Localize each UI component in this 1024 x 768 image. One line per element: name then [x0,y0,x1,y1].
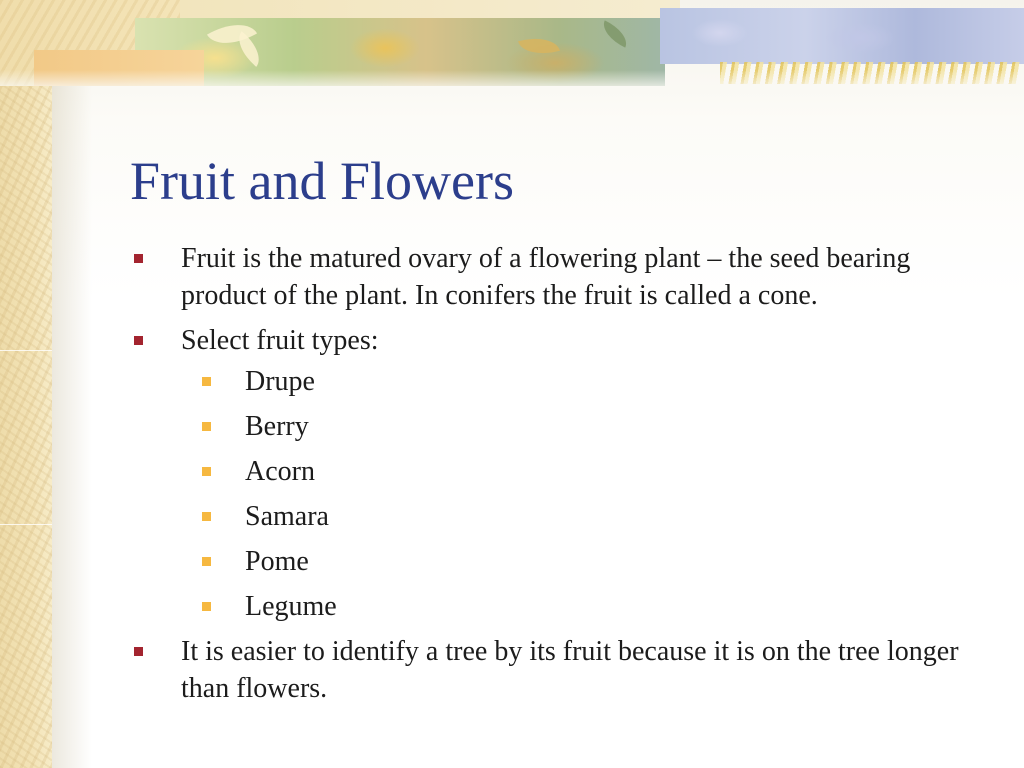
sub-bullet-item [196,453,990,490]
bullet-item-fruit-definition [130,240,990,314]
sub-bullet-text: Acorn [245,456,315,487]
banner-blue-flowers-image [660,8,1024,64]
slide-body [130,240,990,715]
small-square-bullet-icon [202,467,211,476]
sub-bullet-item [196,363,990,400]
slide-title: Fruit and Flowers [130,151,514,211]
sub-bullet-text: Berry [245,411,309,442]
bullet-text: It is easier to identify a tree by its fruit because it is on the tree longer than flowers. [181,636,959,704]
bullet-text: Select fruit types: [181,325,379,356]
strip-divider [0,350,52,351]
bullet-list [130,240,990,707]
sub-bullet-text: Pome [245,546,309,577]
square-bullet-icon [134,254,143,263]
sub-bullet-item [196,408,990,445]
sub-bullet-text: Drupe [245,366,315,397]
strip-divider [0,524,52,525]
parchment-strip [0,0,52,768]
sub-bullet-item [196,498,990,535]
fruit-types-list [196,363,990,625]
strip-shadow [52,0,92,768]
small-square-bullet-icon [202,377,211,386]
sub-bullet-item [196,588,990,625]
sub-bullet-text: Legume [245,591,337,622]
small-square-bullet-icon [202,512,211,521]
square-bullet-icon [134,336,143,345]
small-square-bullet-icon [202,602,211,611]
decorative-banner [0,0,1024,86]
bullet-item-fruit-types [130,322,990,625]
banner-top-fill [180,0,680,18]
banner-fade [0,70,1024,86]
sub-bullet-item [196,543,990,580]
square-bullet-icon [134,647,143,656]
small-square-bullet-icon [202,422,211,431]
bullet-item-identification [130,633,990,707]
sub-bullet-text: Samara [245,501,329,532]
small-square-bullet-icon [202,557,211,566]
bullet-text: Fruit is the matured ovary of a flowering plant – the seed bearing product of the plant. In conifers the fruit is called a cone. [181,243,911,311]
